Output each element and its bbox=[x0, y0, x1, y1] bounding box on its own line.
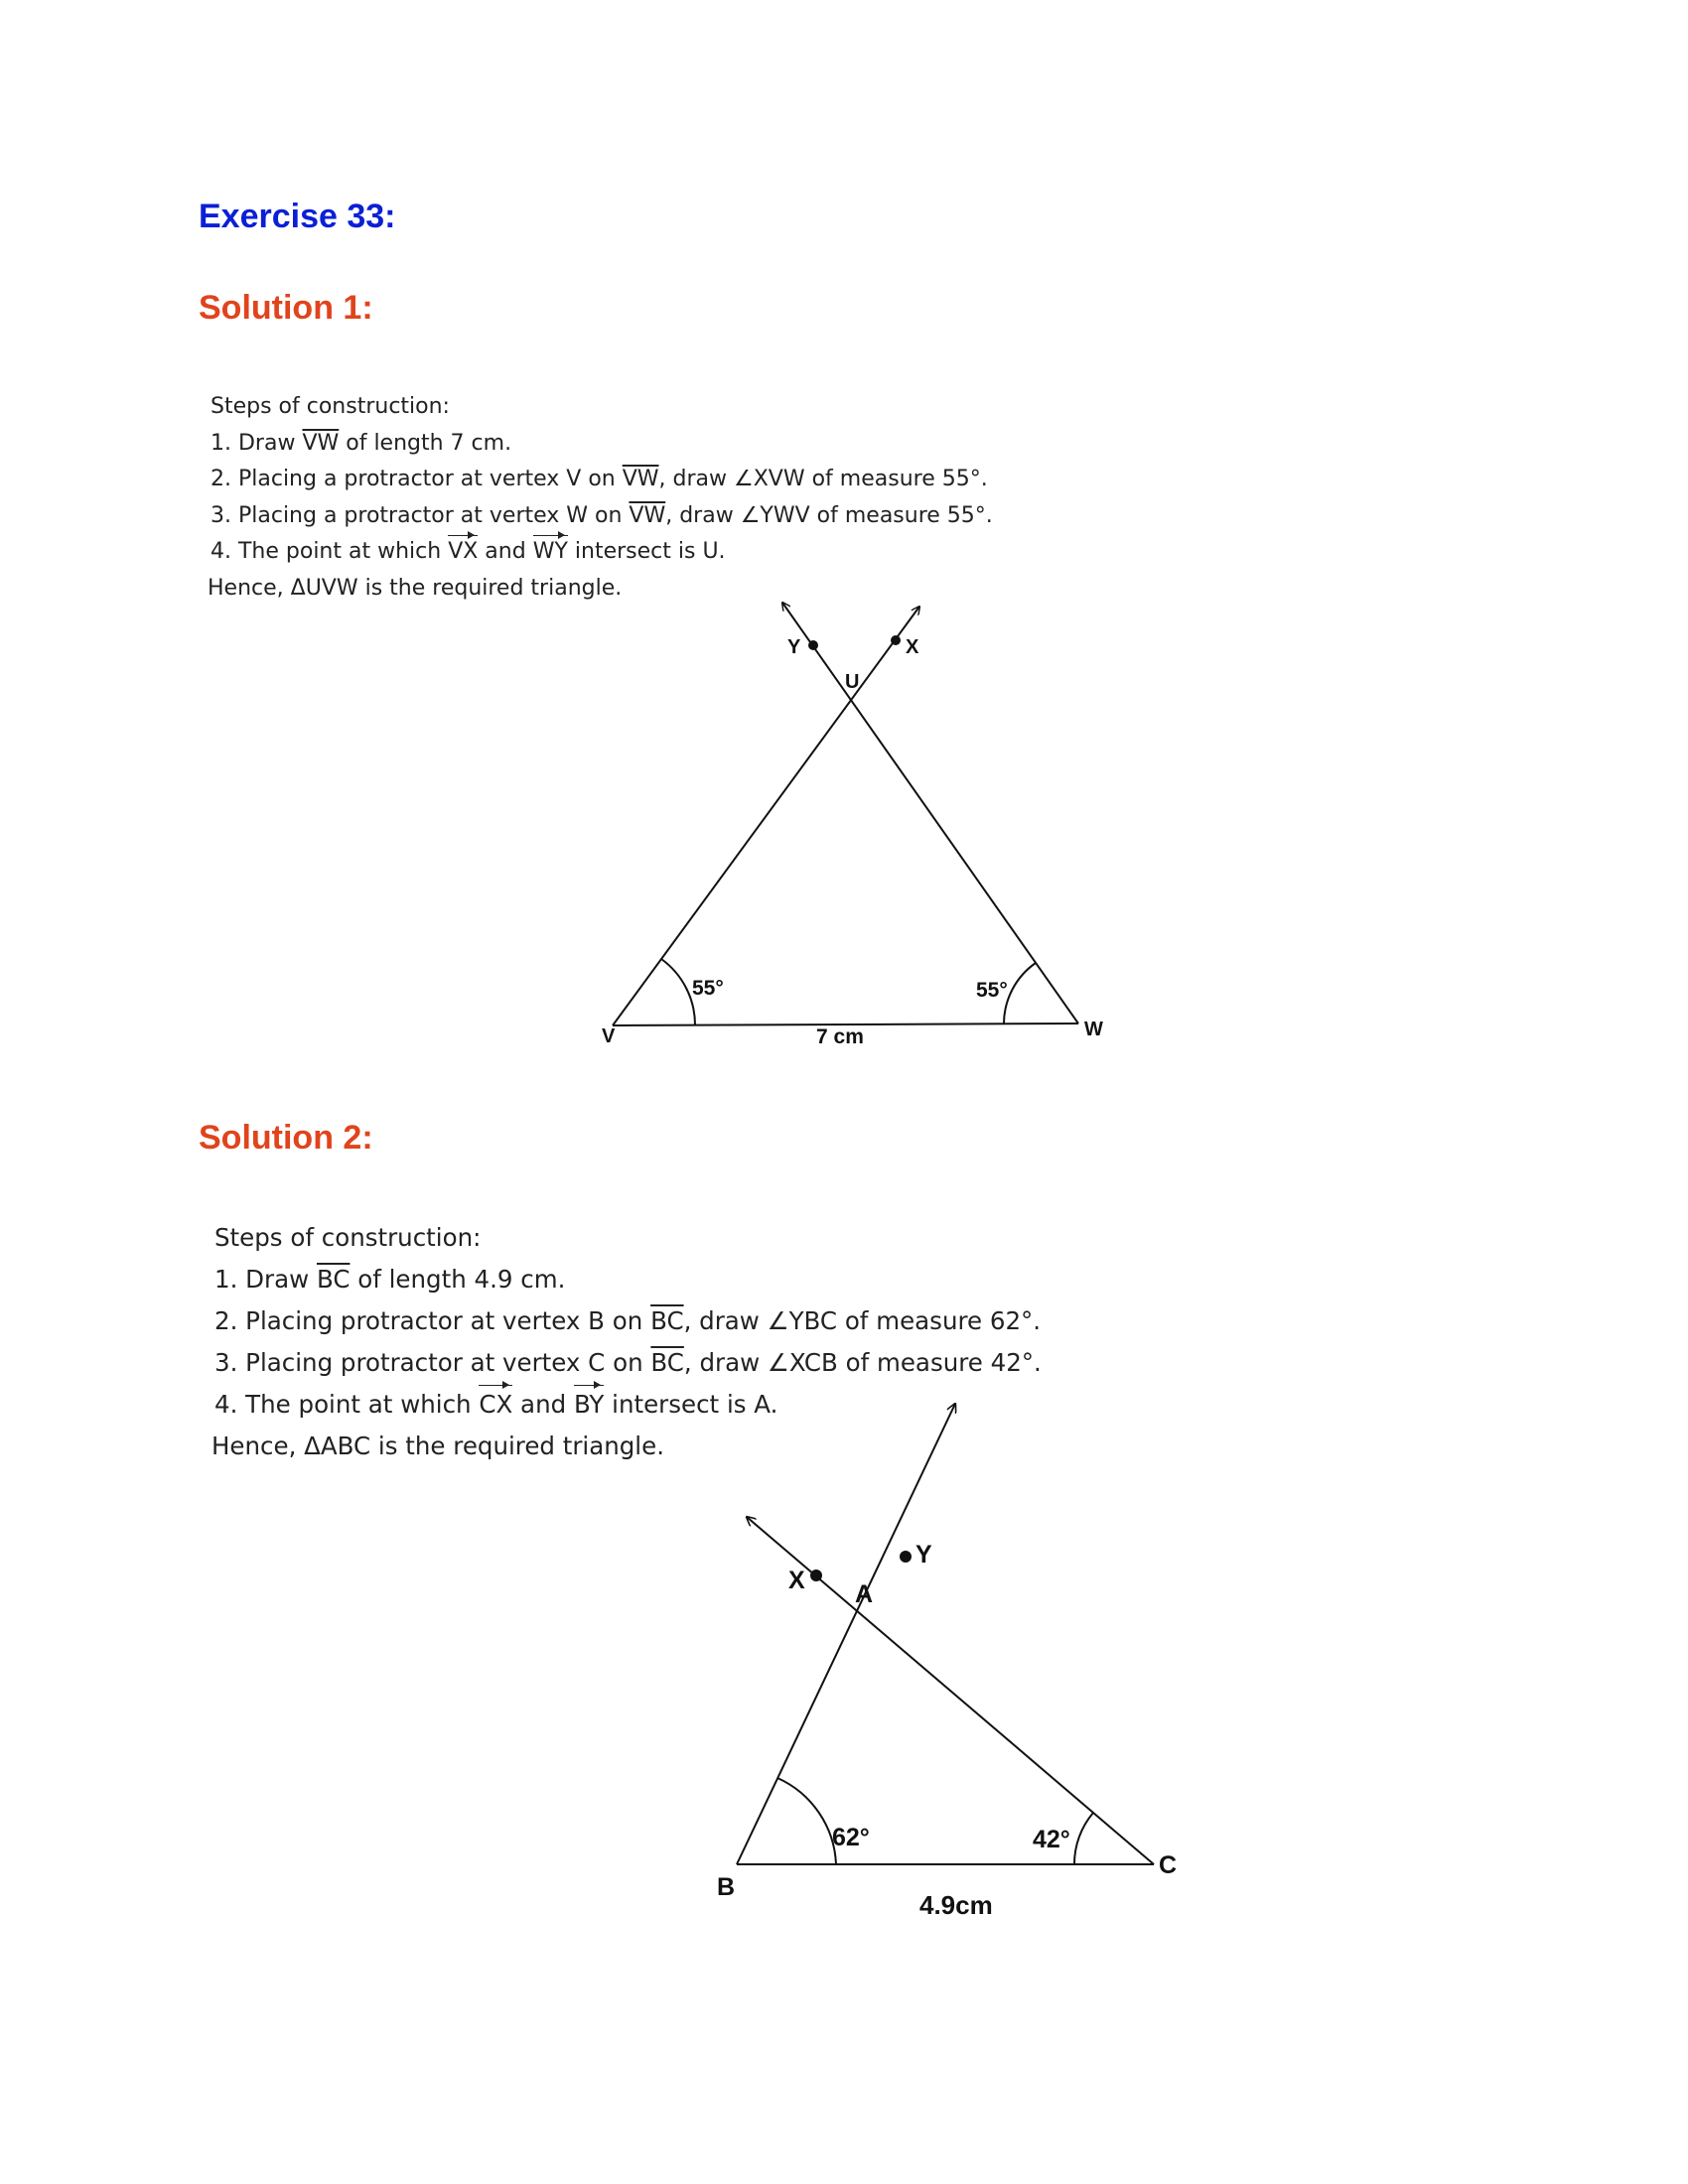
point-x bbox=[810, 1570, 822, 1581]
angle-label-v: 55° bbox=[692, 977, 724, 1000]
step-text: and bbox=[512, 1390, 574, 1419]
angle-arc-c bbox=[1074, 1813, 1093, 1864]
step-text: 2. Placing protractor at vertex B on bbox=[214, 1306, 651, 1335]
angle-arc-w bbox=[1004, 963, 1036, 1024]
solution-2-steps bbox=[211, 1217, 1042, 1467]
triangle-abc-figure bbox=[0, 1439, 1688, 1966]
segment-vw: $\overline{VW}$ bbox=[622, 467, 659, 491]
ray-wy-line bbox=[782, 603, 1078, 1024]
label-a: A bbox=[855, 1580, 874, 1608]
point-y bbox=[808, 640, 818, 650]
step-text: of length 4.9 cm. bbox=[350, 1265, 566, 1294]
ray-by: BY bbox=[574, 1384, 604, 1426]
solution-1-title: Solution 1: bbox=[199, 289, 373, 327]
base-length-label: 4.9cm bbox=[919, 1890, 993, 1920]
steps-heading: Steps of construction: bbox=[211, 394, 450, 419]
steps-heading: Steps of construction: bbox=[214, 1223, 482, 1252]
step-3 bbox=[211, 498, 993, 535]
ray-cx-line bbox=[747, 1517, 1154, 1864]
step-1 bbox=[211, 426, 993, 463]
label-w: W bbox=[1084, 1019, 1103, 1040]
label-y: Y bbox=[787, 636, 801, 658]
ray-by-line bbox=[737, 1404, 955, 1864]
segment-bc: $\overline{BC}$ bbox=[650, 1306, 684, 1335]
angle-arc-v bbox=[661, 959, 695, 1025]
angle-label-c: 42° bbox=[1033, 1826, 1070, 1853]
label-y: Y bbox=[915, 1541, 932, 1569]
step-text: , draw ∠XCB of measure 42°. bbox=[683, 1348, 1042, 1377]
point-y bbox=[900, 1551, 912, 1563]
conclusion: Hence, ΔUVW is the required triangle. bbox=[208, 575, 623, 601]
ray-cx: CX bbox=[479, 1384, 512, 1426]
label-x: X bbox=[906, 636, 919, 658]
step-2 bbox=[211, 462, 993, 498]
step-text: 3. Placing a protractor at vertex W on bbox=[211, 502, 630, 528]
solution-1-steps bbox=[208, 389, 993, 607]
exercise-title: Exercise 33: bbox=[199, 198, 396, 235]
angle-label-w: 55° bbox=[976, 979, 1008, 1002]
step-4 bbox=[211, 534, 993, 571]
ray-vx-line bbox=[613, 607, 919, 1025]
step-text: , draw ∠YBC of measure 62°. bbox=[683, 1306, 1042, 1335]
conclusion: Hence, ΔABC is the required triangle. bbox=[211, 1432, 664, 1460]
step-text: intersect is U. bbox=[567, 539, 726, 564]
point-x bbox=[891, 635, 901, 645]
segment-bc: $\overline{BC}$ bbox=[650, 1348, 684, 1377]
step-text: 1. Draw bbox=[214, 1265, 317, 1294]
step-text: 4. The point at which bbox=[211, 539, 449, 564]
triangle-uvw-figure bbox=[0, 586, 1688, 1072]
step-text: 3. Placing protractor at vertex C on bbox=[214, 1348, 651, 1377]
step-text: 1. Draw bbox=[211, 430, 303, 456]
label-v: V bbox=[602, 1025, 616, 1047]
angle-arc-b bbox=[777, 1778, 836, 1864]
label-b: B bbox=[717, 1873, 736, 1901]
step-text: of length 7 cm. bbox=[339, 430, 512, 456]
step-1 bbox=[214, 1259, 1042, 1300]
step-text: 4. The point at which bbox=[214, 1390, 480, 1419]
segment-vw: $\overline{VW}$ bbox=[629, 502, 666, 528]
segment-bc: $\overline{BC}$ bbox=[316, 1265, 351, 1294]
segment-vw: $\overline{VW}$ bbox=[302, 430, 340, 456]
step-text: 2. Placing a protractor at vertex V on bbox=[211, 467, 623, 491]
angle-label-b: 62° bbox=[832, 1824, 870, 1851]
label-u: U bbox=[845, 671, 860, 693]
ray-wy: WY bbox=[533, 534, 568, 570]
ray-vx: VX bbox=[448, 534, 478, 570]
step-text: intersect is A. bbox=[604, 1390, 778, 1419]
solution-2-title: Solution 2: bbox=[199, 1119, 373, 1157]
step-4 bbox=[214, 1384, 1042, 1426]
step-text: and bbox=[478, 539, 533, 564]
step-text: , draw ∠YWV of measure 55°. bbox=[665, 502, 993, 528]
step-2 bbox=[214, 1300, 1042, 1342]
label-x: X bbox=[788, 1567, 805, 1594]
step-text: , draw ∠XVW of measure 55°. bbox=[658, 467, 988, 491]
label-c: C bbox=[1159, 1851, 1178, 1879]
base-length-label: 7 cm bbox=[816, 1025, 864, 1048]
step-3 bbox=[214, 1342, 1042, 1384]
